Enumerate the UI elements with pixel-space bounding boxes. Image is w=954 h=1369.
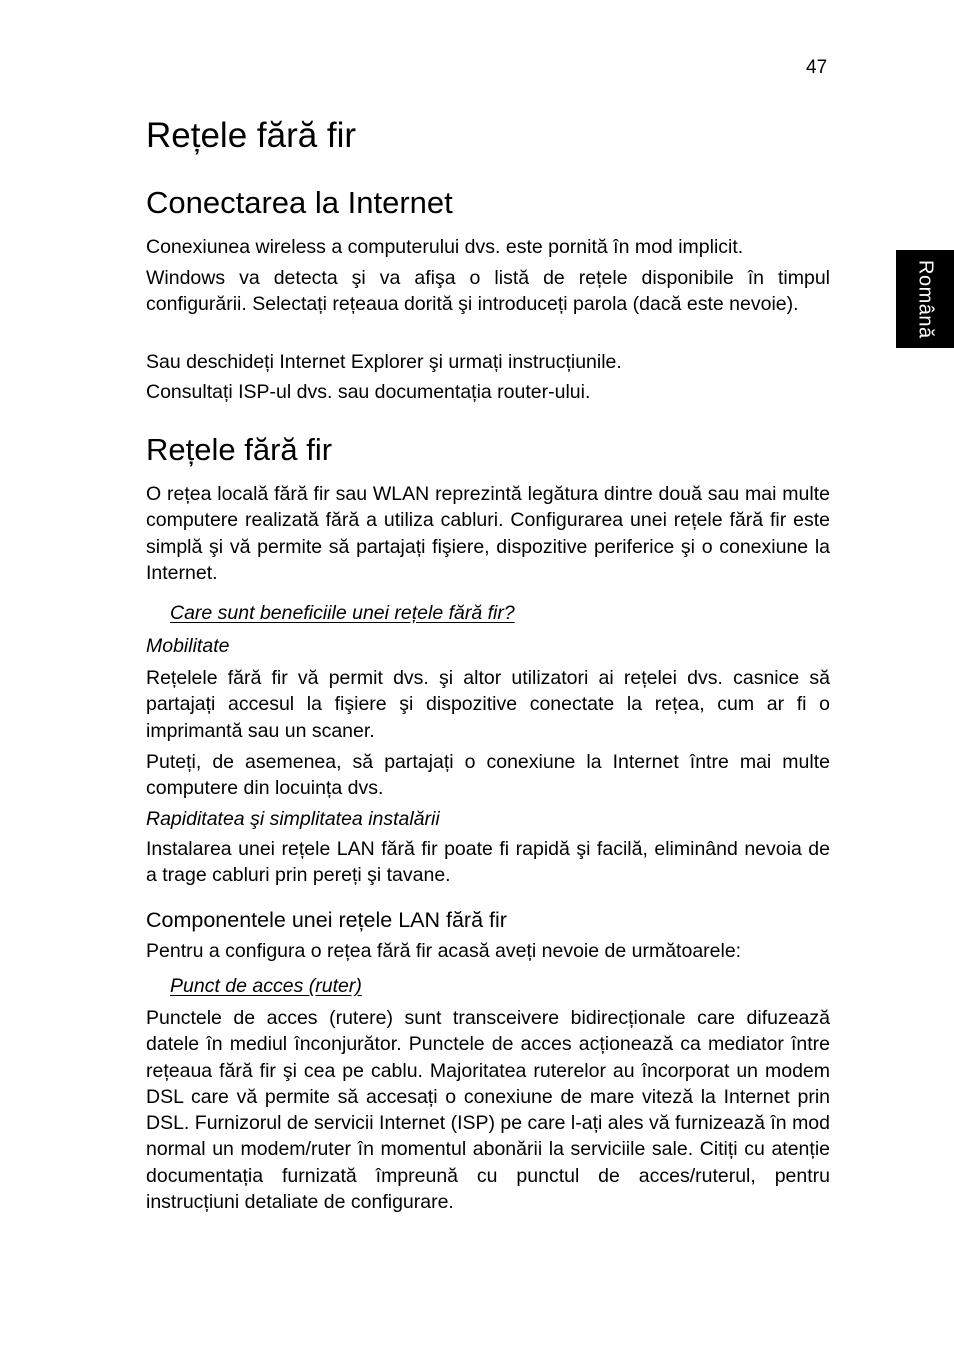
paragraph-wlan-intro: O rețea locală fără fir sau WLAN reprezintă legătura dintre două sau mai multe computere realizată fără a utiliza cabluri. Configurarea unei rețele fără fir este simplă şi vă permite să partajați fişiere, dispozitive periferice şi o conexiune la Internet. bbox=[146, 483, 830, 584]
paragraph-speed-install: Instalarea unei rețele LAN fără fir poate fi rapidă şi facilă, eliminând nevoia de a trage cabluri prin pereți şi tavane. bbox=[146, 838, 830, 887]
access-point-link[interactable]: Punct de acces (ruter) bbox=[170, 975, 362, 997]
paragraph-access-point: Punctele de acces (rutere) sunt transceivere bidirecționale care difuzează datele în mediul înconjurător. Punctele de acces acționează ca mediator între rețeaua fără fir şi cea pe cablu. Majoritatea ruterelor au încorporat un modem DSL care vă permite să accesați o conexiune de mare viteză la Internet prin DSL. Furnizorul de servicii Internet (ISP) pe care l-ați ales vă furnizează în mod normal un modem/ruter în momentul abonării la serviciile sale. Citiți cu atenție documentația furnizată împreună cu punctul de acces/ruterul, pentru instrucțiuni detaliate de configurare. bbox=[146, 1007, 830, 1214]
subheading-speed: Rapiditatea şi simplitatea instalării bbox=[146, 808, 440, 830]
paragraph-components-intro: Pentru a configura o rețea fără fir acasă aveți nevoie de următoarele: bbox=[146, 940, 742, 962]
paragraph-mobility-internet: Puteți, de asemenea, să partajați o conexiune la Internet între mai multe computere din locuința dvs. bbox=[146, 751, 830, 800]
section-heading-components: Componentele unei rețele LAN fără fir bbox=[146, 908, 507, 932]
language-side-tab-label: Română bbox=[914, 259, 937, 339]
subheading-mobility: Mobilitate bbox=[146, 635, 230, 657]
paragraph-consult-isp: Consultați ISP-ul dvs. sau documentația router-ului. bbox=[146, 381, 591, 403]
benefits-link[interactable]: Care sunt beneficiile unei rețele fără fir? bbox=[170, 602, 515, 624]
paragraph-internet-explorer: Sau deschideți Internet Explorer şi urmați instrucțiunile. bbox=[146, 351, 622, 373]
page-number: 47 bbox=[806, 57, 828, 78]
section-heading-wireless: Rețele fără fir bbox=[146, 432, 333, 467]
paragraph-mobility-sharing: Rețelele fără fir vă permit dvs. şi altor utilizatori ai rețelei dvs. casnice să partajați accesul la fişiere şi dispozitive conectate la rețea, cum ar fi o imprimantă sau un scaner. bbox=[146, 667, 830, 742]
paragraph-wireless-default: Conexiunea wireless a computerului dvs. este pornită în mod implicit. bbox=[146, 236, 744, 258]
page-title: Rețele fără fir bbox=[146, 116, 357, 155]
paragraph-windows-detect: Windows va detecta şi va afişa o listă de rețele disponibile în timpul configurării. Selectați rețeaua dorită şi introduceți parola (dacă este nevoie). bbox=[146, 267, 830, 316]
section-heading-internet: Conectarea la Internet bbox=[146, 185, 453, 220]
language-side-tab bbox=[896, 250, 954, 348]
